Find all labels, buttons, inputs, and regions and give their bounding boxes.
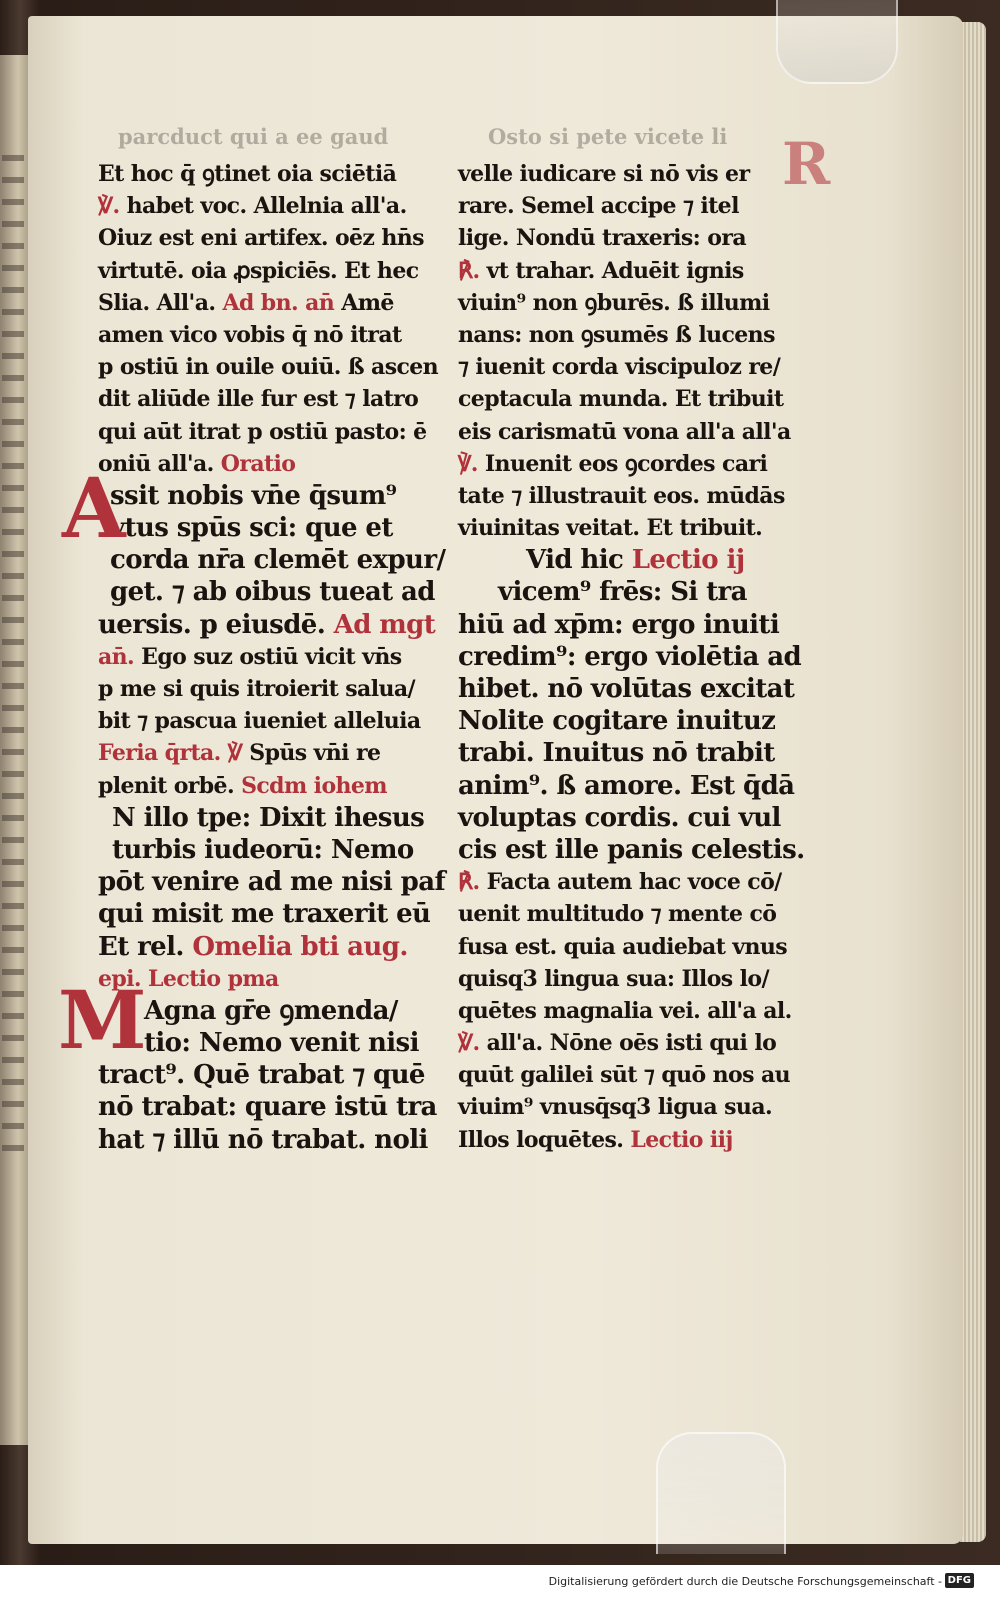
text-line	[458, 480, 818, 512]
text-line	[98, 609, 438, 641]
text-line	[458, 673, 818, 705]
line-text: Slia. All'a.	[98, 289, 216, 316]
line-text: plenit orbē.	[98, 772, 235, 799]
rubric: ℟.	[458, 869, 480, 896]
rubric: Feria q̄rta. ℣	[98, 740, 243, 767]
text-line	[98, 898, 438, 930]
page-stack-edge	[960, 22, 986, 1542]
text-line	[458, 641, 818, 673]
text-line	[458, 995, 818, 1027]
text-line	[458, 383, 818, 415]
line-text: oniū all'a.	[98, 450, 214, 477]
line-text: tio: Nemo venit nisi	[144, 1028, 419, 1059]
rubric: ℣.	[458, 450, 478, 477]
text-line	[458, 158, 818, 190]
text-line	[98, 480, 438, 512]
line-text: all'a.	[486, 1030, 543, 1057]
line-text: tate ⁊ illustrauit eos. mūdās	[458, 482, 785, 509]
line-text: hibet. nō volūtas excitat	[458, 674, 795, 704]
text-line	[458, 416, 818, 448]
line-text: Agna gr̄e ꝯmenda/	[144, 995, 398, 1026]
page-clip-bottom	[656, 1432, 786, 1554]
text-line	[458, 834, 818, 866]
text-line	[98, 222, 438, 254]
line-text: Facta autem hac voce cō/	[486, 869, 782, 896]
text-line	[98, 255, 438, 287]
line-text: lige. Nondū traxeris: ora	[458, 225, 746, 252]
rubric: Ad mgt	[333, 609, 436, 640]
line-text: Spūs vn̄i re	[249, 740, 381, 767]
line-text: virtutē. oia ꝓspiciēs. Et hec	[98, 257, 419, 284]
text-line	[98, 190, 438, 222]
rubric: epi. Lectio pma	[98, 965, 279, 992]
line-text: velle iudicare si nō vis er	[458, 161, 750, 187]
text-line	[458, 222, 818, 254]
text-line	[458, 705, 818, 737]
rubric: ℣.	[458, 1030, 480, 1057]
text-line	[98, 1027, 438, 1059]
text-line	[98, 641, 438, 673]
text-line	[458, 255, 818, 287]
text-line	[98, 995, 438, 1027]
bleed-through-text: Osto si pete vicete li	[488, 124, 728, 149]
text-line	[98, 705, 438, 737]
line-text: Et rel.	[98, 931, 184, 962]
line-text: qui misit me traxerit eū	[98, 899, 431, 930]
line-text: viuim⁹ vnusq̄sq3 ligua sua.	[458, 1094, 773, 1121]
line-text: uenit multitudo ⁊ mente cō	[458, 901, 777, 928]
text-line	[98, 448, 438, 480]
line-text: Illos loquētes.	[458, 1126, 624, 1153]
text-line	[458, 576, 818, 608]
text-line	[98, 319, 438, 351]
line-text: hiū ad xp̄m: ergo inuiti	[458, 609, 780, 640]
text-line	[98, 770, 438, 802]
line-text: ceptacula munda. Et tribuit	[458, 386, 784, 413]
text-line	[98, 834, 438, 866]
text-line	[458, 963, 818, 995]
bleed-through-initial: R	[782, 130, 831, 198]
line-text: uersis. p eiusdē.	[98, 609, 326, 640]
bleed-through-text: parcduct qui a ee gaud	[118, 124, 389, 149]
text-line	[458, 770, 818, 802]
line-text: fusa est. quia audiebat vnus	[458, 933, 788, 960]
line-text: eis carismatū vona all'a all'a	[458, 418, 791, 445]
rubric: Ad bn. an̄	[222, 289, 335, 316]
text-line	[458, 351, 818, 383]
text-line	[98, 673, 438, 705]
line-text: quūt galilei sūt ⁊ quō nos au	[458, 1062, 790, 1089]
line-text: vt trahar.	[486, 257, 595, 284]
line-text: Nolite cogitare inuituz	[458, 706, 776, 737]
line-text: p me si quis itroierit salua/	[98, 676, 415, 702]
line-text: voluptas cordis. cui vul	[458, 802, 781, 833]
text-line	[98, 351, 438, 383]
text-line	[458, 1091, 818, 1123]
line-text: Inuenit eos ꝯcordes cari	[484, 450, 768, 477]
dfg-logo: DFG	[945, 1573, 974, 1588]
text-line	[98, 1091, 438, 1123]
line-text: cis est ille panis celestis.	[458, 834, 805, 865]
footer-credit: Digitalisierung gefördert durch die Deutsche Forschungsgemeinschaft -	[548, 1575, 942, 1588]
line-text: nō trabat: quare istū tra	[98, 1092, 437, 1123]
line-text: viuin⁹ non ꝯburēs. ß illumi	[458, 289, 770, 316]
text-line	[98, 544, 446, 576]
line-text-tail: Aduēit ignis	[601, 257, 744, 284]
line-text: Et hoc q̄ ꝯtinet oia sciētiā	[98, 161, 397, 187]
line-text: corda nr̄a clemēt expur/	[110, 545, 446, 576]
text-line	[458, 319, 818, 351]
facing-page-edge	[0, 55, 30, 1445]
line-text: credim⁹: ergo violētia ad	[458, 641, 802, 672]
text-line	[458, 1027, 818, 1059]
line-text: qui aūt itrat p ostiū pasto: ē	[98, 418, 427, 445]
line-text: p ostiū in ouile ouiū. ß ascen	[98, 354, 439, 381]
line-text: nans: non ꝯsumēs ß lucens	[458, 321, 775, 348]
text-line	[458, 448, 818, 480]
text-line	[458, 1124, 818, 1156]
illuminated-initial-a: A	[62, 461, 126, 557]
line-text: viuinitas veitat. Et tribuit.	[458, 515, 763, 542]
line-text: anim⁹. ß amore. Est q̄dā	[458, 770, 795, 801]
text-line	[98, 287, 438, 319]
line-text: Oiuz est eni artifex. oēz hn̄s	[98, 225, 424, 252]
text-line	[458, 931, 818, 963]
page-clip-top	[776, 0, 898, 84]
line-text: quētes magnalia vei. all'a al.	[458, 997, 792, 1024]
text-line	[98, 866, 446, 898]
line-text: bit ⁊ pascua iueniet alleluia	[98, 708, 421, 735]
line-text: dit aliūde ille fur est ⁊ latro	[98, 386, 419, 413]
digitization-footer	[0, 1565, 1000, 1598]
line-text: pōt venire ad me nisi paf	[98, 867, 446, 898]
line-text: get. ⁊ ab oibus tueat ad	[110, 577, 435, 608]
line-text: ssit nobis vn̄e q̄sum⁹	[110, 480, 397, 511]
line-text: turbis iudeorū: Nemo	[112, 834, 414, 865]
line-text: vicem⁹ frēs: Si tra	[498, 577, 747, 608]
rubric: ℣.	[98, 193, 120, 220]
line-text: Vid hic	[526, 545, 624, 576]
text-line	[458, 802, 818, 834]
line-text: rare. Semel accipe ⁊ itel	[458, 193, 739, 220]
text-line	[458, 190, 818, 222]
line-text: trabi. Inuitus nō trabit	[458, 738, 775, 769]
line-text: tract⁹. Quē trabat ⁊ quē	[98, 1060, 425, 1091]
left-text-column	[58, 158, 446, 1156]
text-line	[98, 1059, 438, 1091]
line-text: habet voc. Allelnia all'a.	[126, 193, 407, 220]
text-line	[458, 609, 818, 641]
text-line	[458, 1059, 818, 1091]
text-line	[98, 576, 438, 608]
line-text: vtus spūs sci: que et	[110, 513, 393, 544]
line-text: Ego suz ostiū vicit vn̄s	[141, 643, 402, 670]
line-text: ⁊ iuenit corda viscipuloz re/	[458, 354, 781, 381]
line-text: amen vico vobis q̄ nō itrat	[98, 321, 402, 348]
line-text-tail: Amē	[341, 289, 394, 316]
text-line	[98, 512, 438, 544]
rubric: Lectio iij	[630, 1126, 733, 1153]
text-line	[98, 383, 438, 415]
line-text-tail: Nōne oēs isti qui lo	[549, 1030, 777, 1057]
text-line	[458, 544, 818, 576]
line-text: N illo tpe: Dixit ihesus	[112, 802, 425, 833]
rubric: Omelia bti aug.	[192, 931, 408, 962]
text-line	[458, 866, 818, 898]
text-line	[98, 931, 438, 963]
text-line	[458, 898, 818, 930]
line-text: quisq3 lingua sua: Illos lo/	[458, 965, 769, 992]
text-line	[98, 158, 438, 190]
text-line	[458, 287, 818, 319]
rubric: Oratio	[220, 450, 296, 477]
rubric: Lectio ij	[631, 545, 745, 576]
text-line	[458, 512, 818, 544]
text-line	[98, 802, 438, 834]
text-line	[98, 963, 438, 995]
rubric: an̄.	[98, 643, 135, 670]
text-line	[98, 737, 438, 769]
text-line	[98, 416, 438, 448]
rubric: Scdm iohem	[241, 772, 387, 799]
line-text: hat ⁊ illū nō trabat. noli	[98, 1124, 428, 1155]
text-line	[458, 737, 818, 769]
rubric: ℟.	[458, 257, 480, 284]
right-text-column	[458, 158, 818, 1156]
text-line	[98, 1124, 438, 1156]
illuminated-initial-m: M	[58, 973, 147, 1067]
